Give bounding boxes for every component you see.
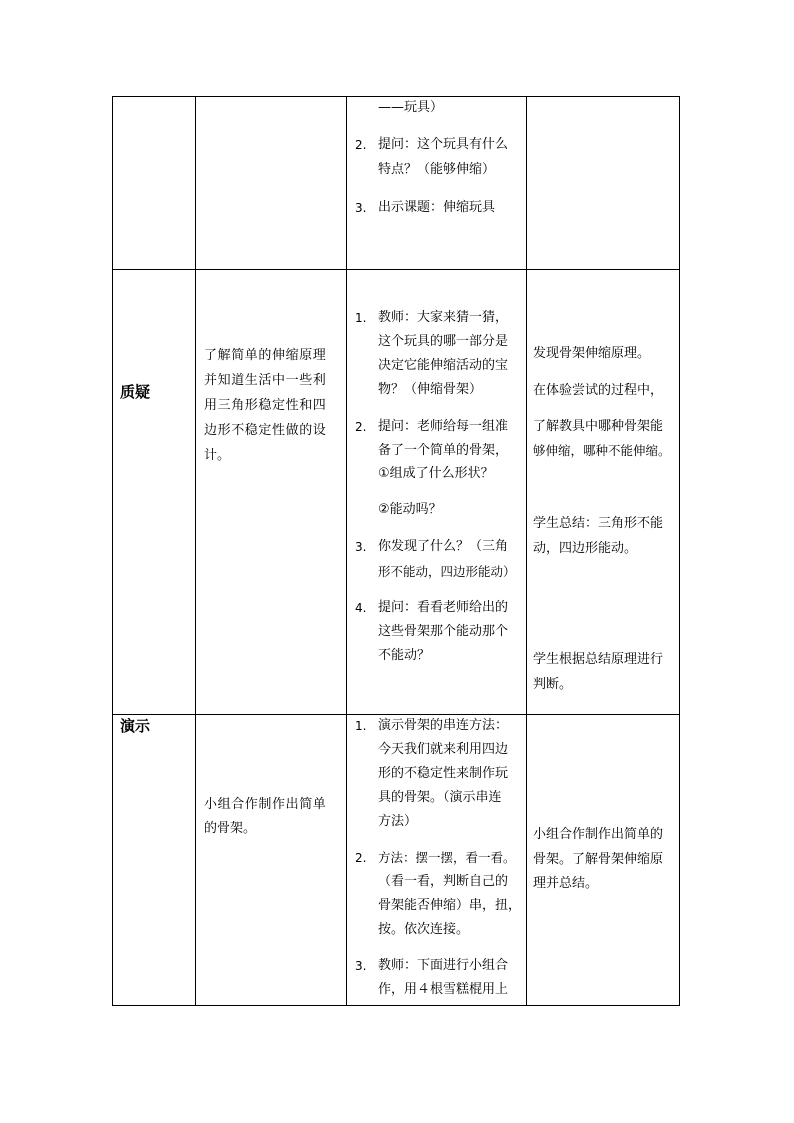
- stage-label: 质疑: [120, 383, 151, 401]
- goal-text: 并知道生活中一些利: [204, 373, 327, 388]
- teacher-activity-text: ②能动吗？: [378, 502, 442, 517]
- student-activity-text: 动，四边形能动。: [533, 541, 638, 556]
- list-number: 3.: [355, 959, 367, 973]
- teacher-activity-text: 物？（伸缩骨架）: [378, 382, 483, 397]
- student-activity-text: 在体验尝试的过程中，: [533, 383, 664, 398]
- teacher-activity-text: ①组成了什么形状？: [378, 466, 494, 481]
- teacher-activity-text: 形不能动，四边形能动）: [378, 564, 516, 579]
- table-row: [112, 269, 680, 714]
- teacher-activity-text: （看一看，判断自己的: [378, 874, 509, 889]
- student-activity-text: 理并总结。: [533, 876, 599, 891]
- teacher-activity-text: 你发现了什么？（三角: [378, 539, 509, 554]
- teacher-activity-text: 方法）: [378, 814, 418, 829]
- teacher-activity-text: 作，用４根雪糕棍用上: [378, 982, 509, 997]
- goal-text: 边形不稳定性做的设: [204, 423, 327, 438]
- student-activity-text: 发现骨架伸缩原理。: [533, 346, 651, 361]
- student-activity-text: 学生根据总结原理进行: [533, 652, 664, 667]
- teacher-activity-text: 骨架能否伸缩）串，扭，: [378, 898, 522, 913]
- teacher-activity-text: 按。依次连接。: [378, 922, 470, 937]
- teacher-activity-text: 备了一个简单的骨架，: [378, 443, 509, 458]
- goal-text: 计。: [204, 448, 231, 463]
- student-activity-text: 够伸缩，哪种不能伸缩。: [533, 443, 671, 458]
- list-number: 1.: [355, 719, 367, 733]
- list-number: 2.: [355, 138, 367, 152]
- list-number: 1.: [355, 311, 367, 325]
- teacher-activity-text: 出示课题：伸缩玩具: [378, 200, 496, 215]
- table-row: [112, 714, 680, 1005]
- goal-text: 小组合作制作出简单: [204, 797, 327, 812]
- teacher-activity-text: 教师：大家来猜一猜，: [378, 310, 509, 325]
- teacher-activity-text: 这个玩具的哪一部分是: [378, 334, 509, 349]
- teacher-activity-text: 方法：摆一摆，看一看。: [378, 850, 516, 865]
- list-number: 2.: [355, 420, 367, 434]
- student-activity-text: 小组合作制作出简单的: [533, 827, 664, 842]
- teacher-activity-text: 决定它能伸缩活动的宝: [378, 358, 509, 373]
- teacher-activity-text: 教师：下面进行小组合: [378, 958, 509, 973]
- list-number: 3.: [355, 201, 367, 215]
- teacher-activity-text: ——玩具）: [378, 100, 444, 115]
- goal-text: 了解简单的伸缩原理: [204, 348, 327, 363]
- lesson-plan-table: [112, 96, 680, 1006]
- teacher-activity-text: 不能动？: [378, 648, 431, 663]
- table-row: [112, 96, 680, 269]
- goal-text: 用三角形稳定性和四: [204, 398, 327, 413]
- list-number: 2.: [355, 851, 367, 865]
- teacher-activity-text: 提问：老师给每一组准: [378, 419, 509, 434]
- student-activity-text: 了解教具中哪种骨架能: [533, 419, 664, 434]
- teacher-activity-text: 演示骨架的串连方法：: [378, 718, 509, 733]
- teacher-activity-text: 形的不稳定性来制作玩: [378, 766, 509, 781]
- teacher-activity-text: 特点？（能够伸缩）: [378, 162, 496, 177]
- teacher-activity-text: 提问：看看老师给出的: [378, 600, 509, 615]
- table-border-bottom: [112, 1005, 680, 1006]
- student-activity-text: 学生总结：三角形不能: [533, 516, 664, 531]
- teacher-activity-text: 具的骨架。（演示串连: [378, 790, 502, 805]
- list-number: 4.: [355, 601, 367, 615]
- goal-text: 的骨架。: [204, 821, 257, 836]
- list-number: 3.: [355, 540, 367, 554]
- student-activity-text: 骨架。了解骨架伸缩原: [533, 852, 664, 867]
- teacher-activity-text: 今天我们就来利用四边: [378, 742, 509, 757]
- teacher-activity-text: 提问：这个玩具有什么: [378, 137, 509, 152]
- student-activity-text: 判断。: [533, 677, 573, 692]
- teacher-activity-text: 这些骨架那个能动那个: [378, 624, 509, 639]
- stage-label: 演示: [120, 717, 151, 735]
